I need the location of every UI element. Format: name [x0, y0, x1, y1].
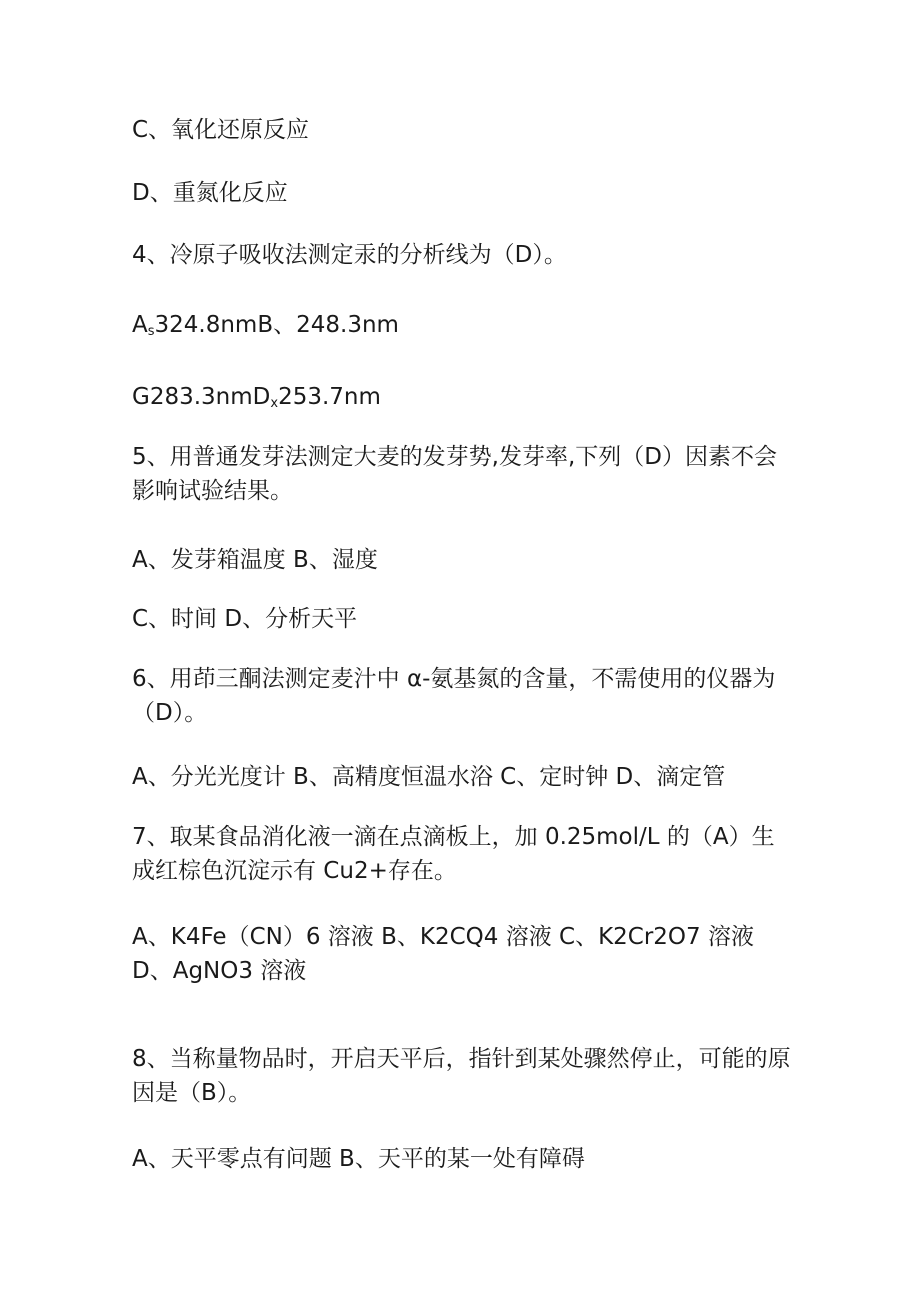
question-5-options-ab: A、发芽箱温度 B、湿度: [132, 547, 378, 573]
option-a-b-values: 324.8nmB、248.3nm: [154, 312, 399, 338]
question-7: 7、取某食品消化液一滴在点滴板上，加 0.25mol/L 的（A）生成红棕色沉淀示有 Cu2+存在。: [132, 824, 775, 884]
option-c-redox: C、氧化还原反应: [132, 117, 310, 143]
option-c-d-values: G283.3nmD: [132, 384, 271, 410]
question-8: 8、当称量物品时，开启天平后，指针到某处骤然停止，可能的原因是（B）。: [132, 1046, 791, 1106]
question-8-options: A、天平零点有问题 B、天平的某一处有障碍: [132, 1146, 585, 1172]
option-a-subscript: s: [147, 324, 155, 339]
question-6: 6、用茚三酮法测定麦汁中 α-氨基氮的含量，不需使用的仪器为（D）。: [132, 666, 776, 726]
option-d-subscript: x: [270, 396, 279, 411]
question-7-options: A、K4Fe（CN）6 溶液 B、K2CQ4 溶液 C、K2Cr2O7 溶液 D、AgNO3 溶液: [132, 924, 754, 984]
question-4-options-ab: [132, 308, 792, 342]
question-5: 5、用普通发芽法测定大麦的发芽势,发芽率,下列（D）因素不会影响试验结果。: [132, 444, 777, 504]
question-5-options-cd: C、时间 D、分析天平: [132, 606, 358, 632]
question-6-options: A、分光光度计 B、高精度恒温水浴 C、定时钟 D、滴定管: [132, 764, 726, 790]
option-d-diazotization: D、重氮化反应: [132, 180, 288, 206]
question-4-options-cd: [132, 380, 792, 414]
question-4: 4、冷原子吸收法测定汞的分析线为（D）。: [132, 242, 567, 268]
option-a-letter: A: [132, 312, 148, 338]
option-d-value: 253.7nm: [278, 384, 381, 410]
